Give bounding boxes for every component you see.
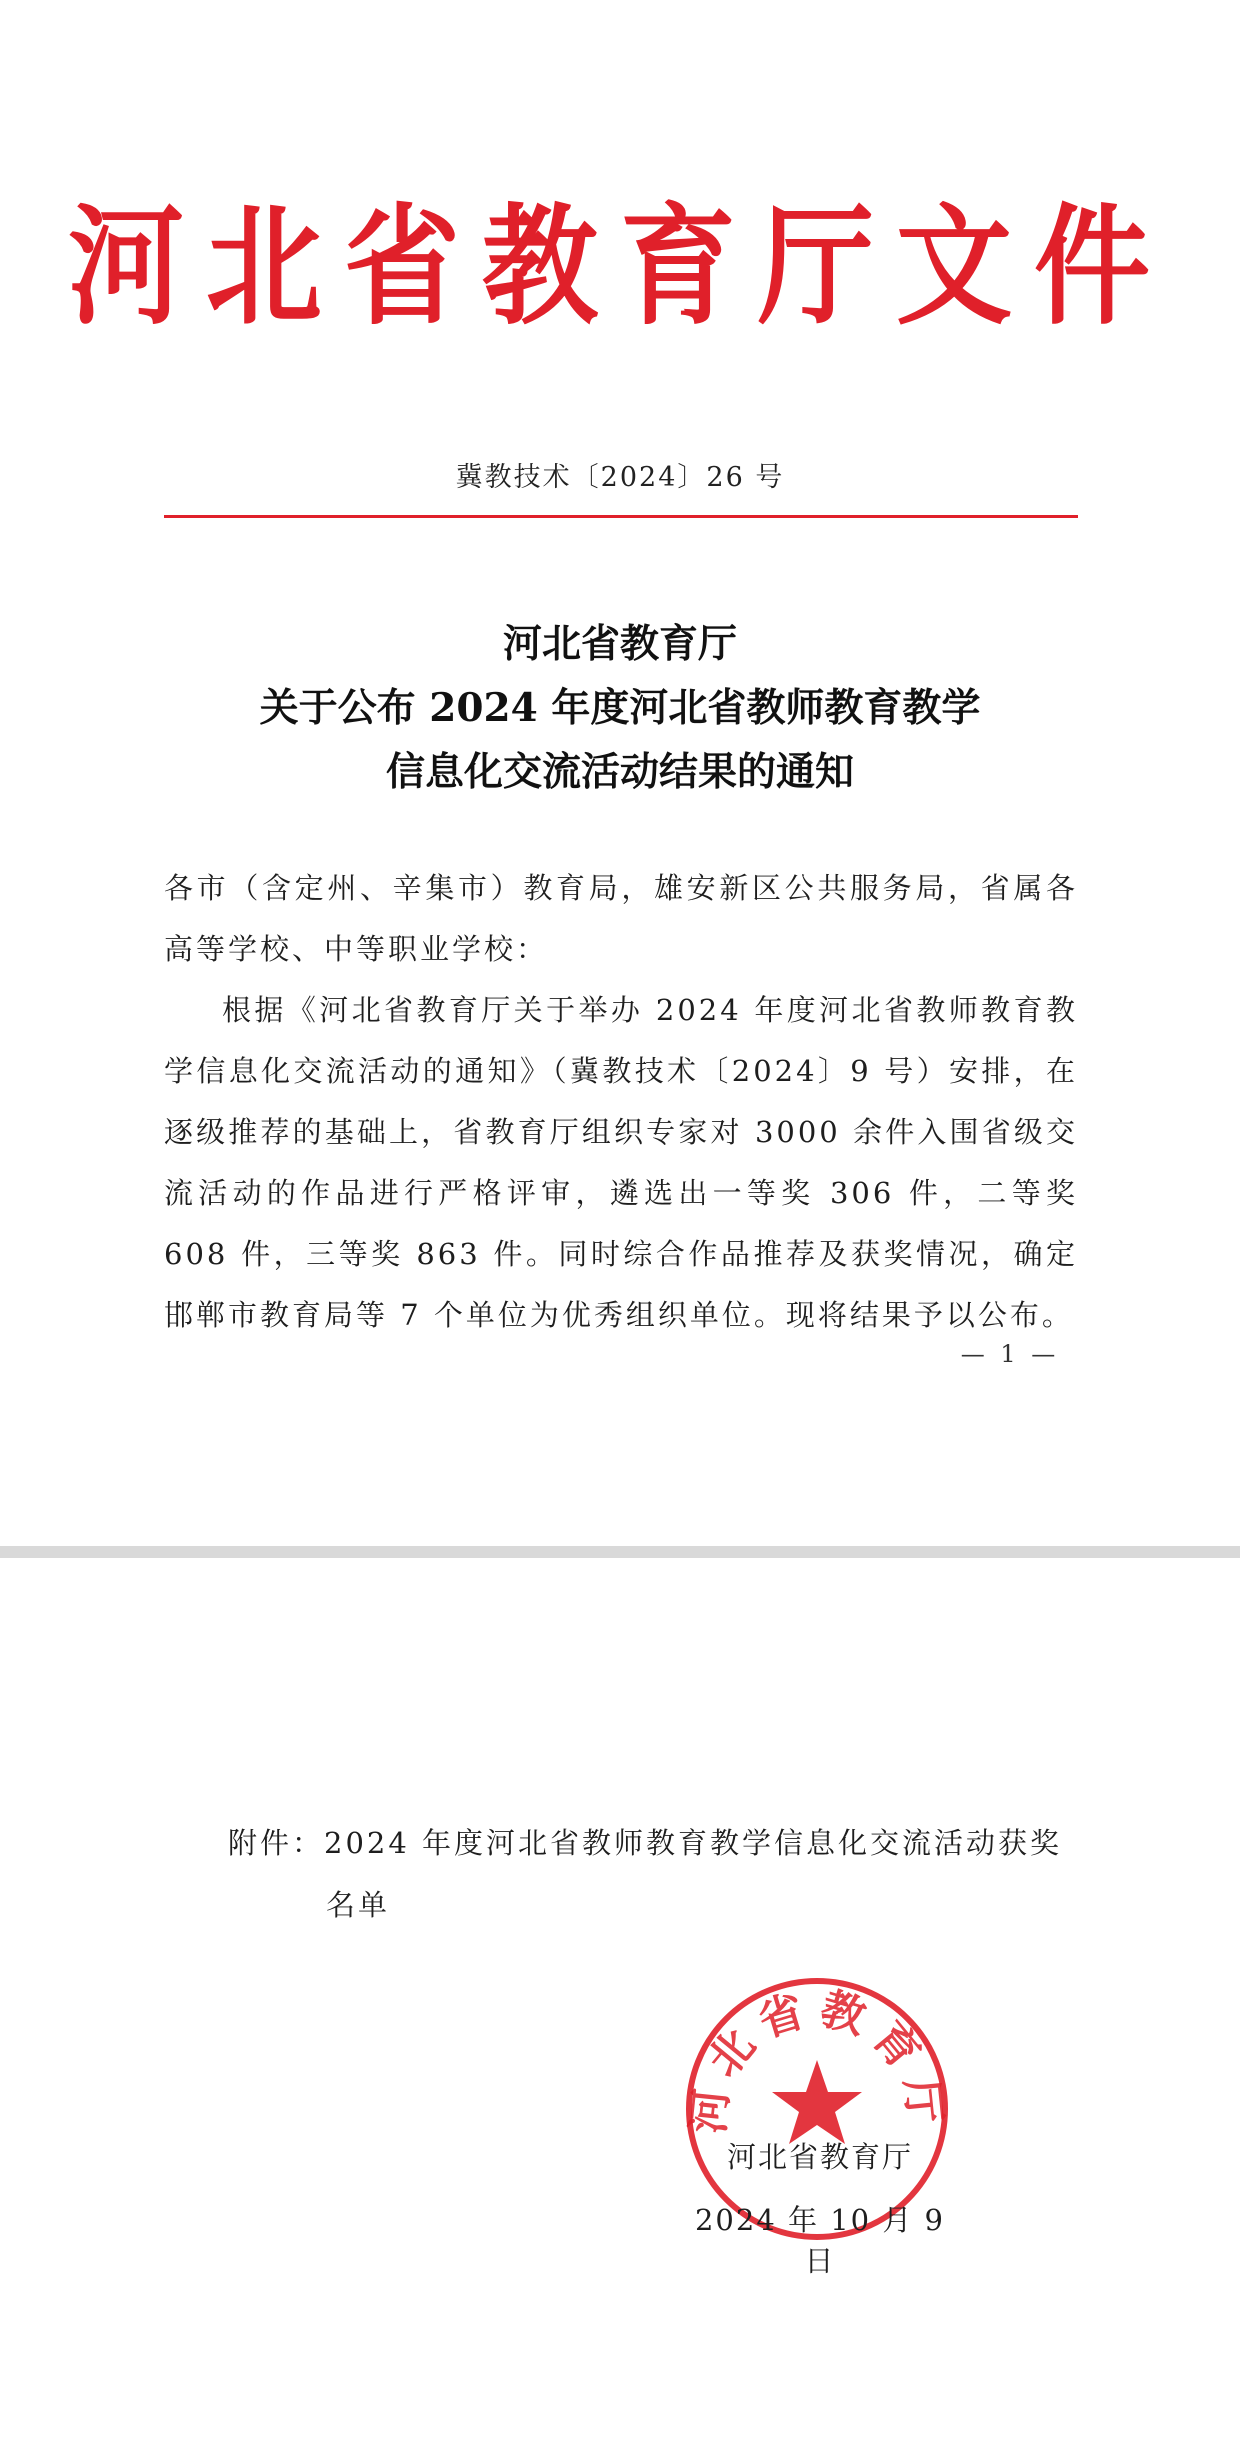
attachment-label: 附件：2024 年度河北省教师教育教学信息化交流活动获奖: [228, 1826, 1063, 1860]
title-line-1: 河北省教育厅: [502, 621, 737, 667]
attachment-continuation: 名单: [326, 1888, 391, 1922]
issue-date: 2024 年 10 月 9 日: [694, 2203, 946, 2278]
page-number: — 1 —: [960, 1340, 1060, 1368]
title-line-2: 关于公布 2024 年度河北省教师教育教学: [259, 685, 981, 731]
notice-title: [0, 612, 1240, 804]
document-page-2: [0, 1558, 1240, 2458]
attachment-note: [228, 1812, 1088, 1936]
salutation: 各市（含定州、辛集市）教育局，雄安新区公共服务局，省属各高等学校、中等职业学校：: [164, 871, 1078, 966]
masthead-title: 河北省教育厅文件: [68, 191, 1172, 344]
notice-body: [164, 858, 1078, 1346]
seal-text: 河北省教育厅: [682, 1982, 952, 2136]
body-paragraph: 根据《河北省教育厅关于举办 2024 年度河北省教师教育教学信息化交流活动的通知》（冀教技术〔2024〕9 号）安排，在逐级推荐的基础上，省教育厅组织专家对 3000 余件入围省级交流活动的作品进行严格评审，遴选出一等奖 306 件，二等奖 608 件，三等奖 863 件。同时综合作品推荐及获奖情况，确定邯郸市教育局等 7 个单位为优秀组织单位。现将结果予以公布。: [164, 993, 1078, 1332]
title-line-3: 信息化交流活动结果的通知: [385, 749, 854, 795]
issuing-organization: 河北省教育厅: [726, 2140, 913, 2174]
red-divider: [164, 515, 1078, 518]
seal-star-icon: [772, 2060, 862, 2144]
document-number: 冀教技术〔2024〕26 号: [455, 462, 785, 493]
